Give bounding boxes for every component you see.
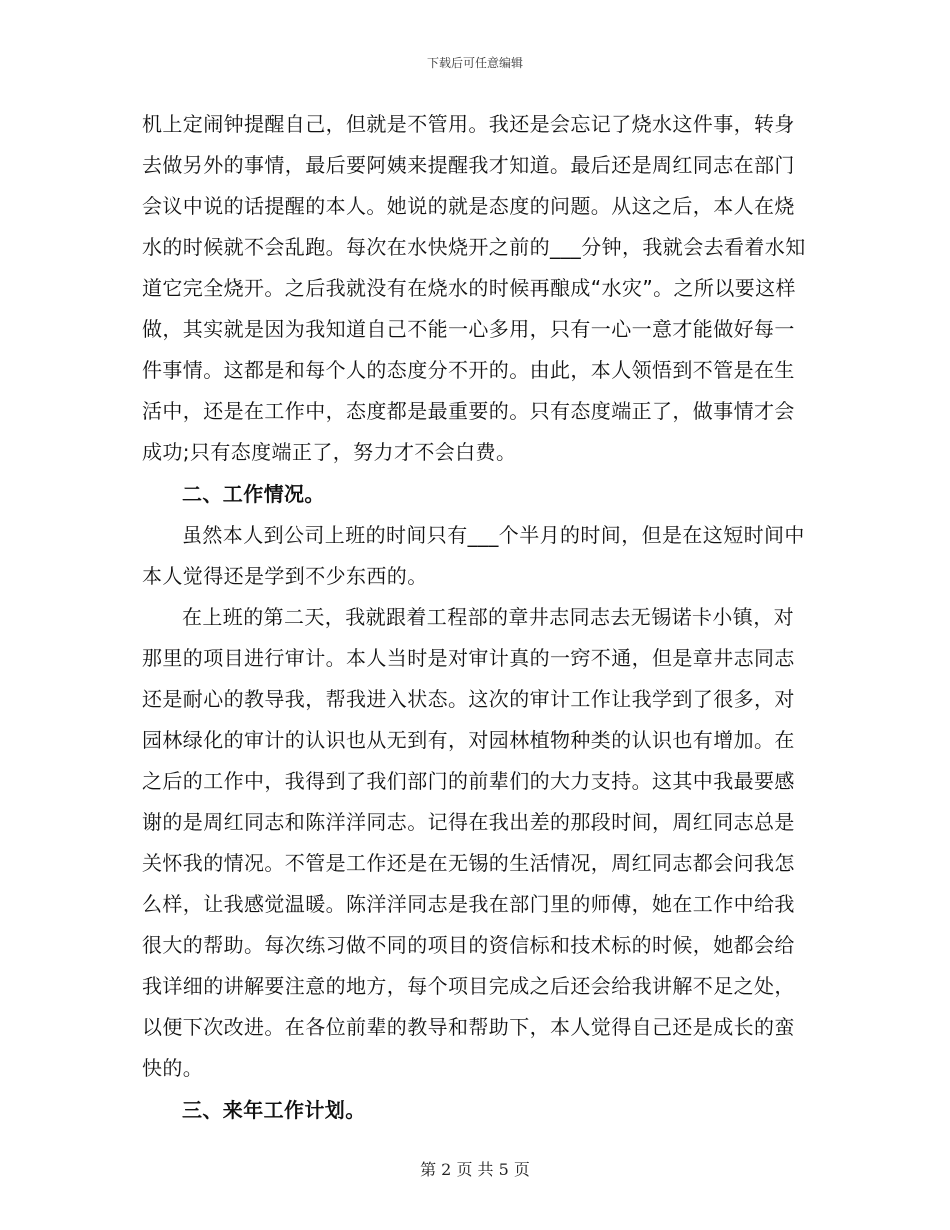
- page-number-footer: 第 2 页 共 5 页: [420, 1160, 530, 1179]
- document-body: [142, 104, 810, 1131]
- paragraph-continued: 机上定闹钟提醒自己，但就是不管用。我还是会忘记了烧水这件事，转身去做另外的事情，最后要阿姨来提醒我才知道。最后还是周红同志在部门会议中说的话提醒的本人。她说的就是态度的问题。从这之后，本人在烧水的时候就不会乱跑。每次在水快烧开之前的___分钟，我就会去看着水知道它完全烧开。之后我就没有在烧水的时候再酿成“水灾”。之所以要这样做，其实就是因为我知道自己不能一心多用，只有一心一意才能做好每一件事情。这都是和每个人的态度分不开的。由此，本人领悟到不管是在生活中，还是在工作中，态度都是最重要的。只有态度端正了，做事情才会成功;只有态度端正了，努力才不会白费。: [142, 112, 806, 464]
- paragraph-work-duration: 虽然本人到公司上班的时间只有___个半月的时间，但是在这短时间中本人觉得还是学到不少东西的。: [142, 523, 805, 588]
- section-heading-work-status: 二、工作情况。: [182, 482, 325, 506]
- paragraph-audit-experience: 在上班的第二天，我就跟着工程部的章井志同志去无锡诺卡小镇，对那里的项目进行审计。本人当时是对审计真的一窍不通，但是章井志同志还是耐心的教导我，帮我进入状态。这次的审计工作让我学到了很多，对园林绿化的审计的认识也从无到有，对园林植物种类的认识也有增加。在之后的工作中，我得到了我们部门的前辈们的大力支持。这其中我最要感谢的是周红同志和陈洋洋同志。记得在我出差的那段时间，周红同志总是关怀我的情况。不管是工作还是在无锡的生活情况，周红同志都会问我怎么样，让我感觉温暖。陈洋洋同志是我在部门里的师傅，她在工作中给我很大的帮助。每次练习做不同的项目的资信标和技术标的时候，她都会给我详细的讲解要注意的地方，每个项目完成之后还会给我讲解不足之处，以便下次改进。在各位前辈的教导和帮助下，本人觉得自己还是成长的蛮快的。: [142, 605, 795, 1080]
- section-heading-next-year-plan: 三、来年工作计划。: [182, 1098, 366, 1122]
- page-header-note: 下载后可任意编辑: [426, 56, 523, 70]
